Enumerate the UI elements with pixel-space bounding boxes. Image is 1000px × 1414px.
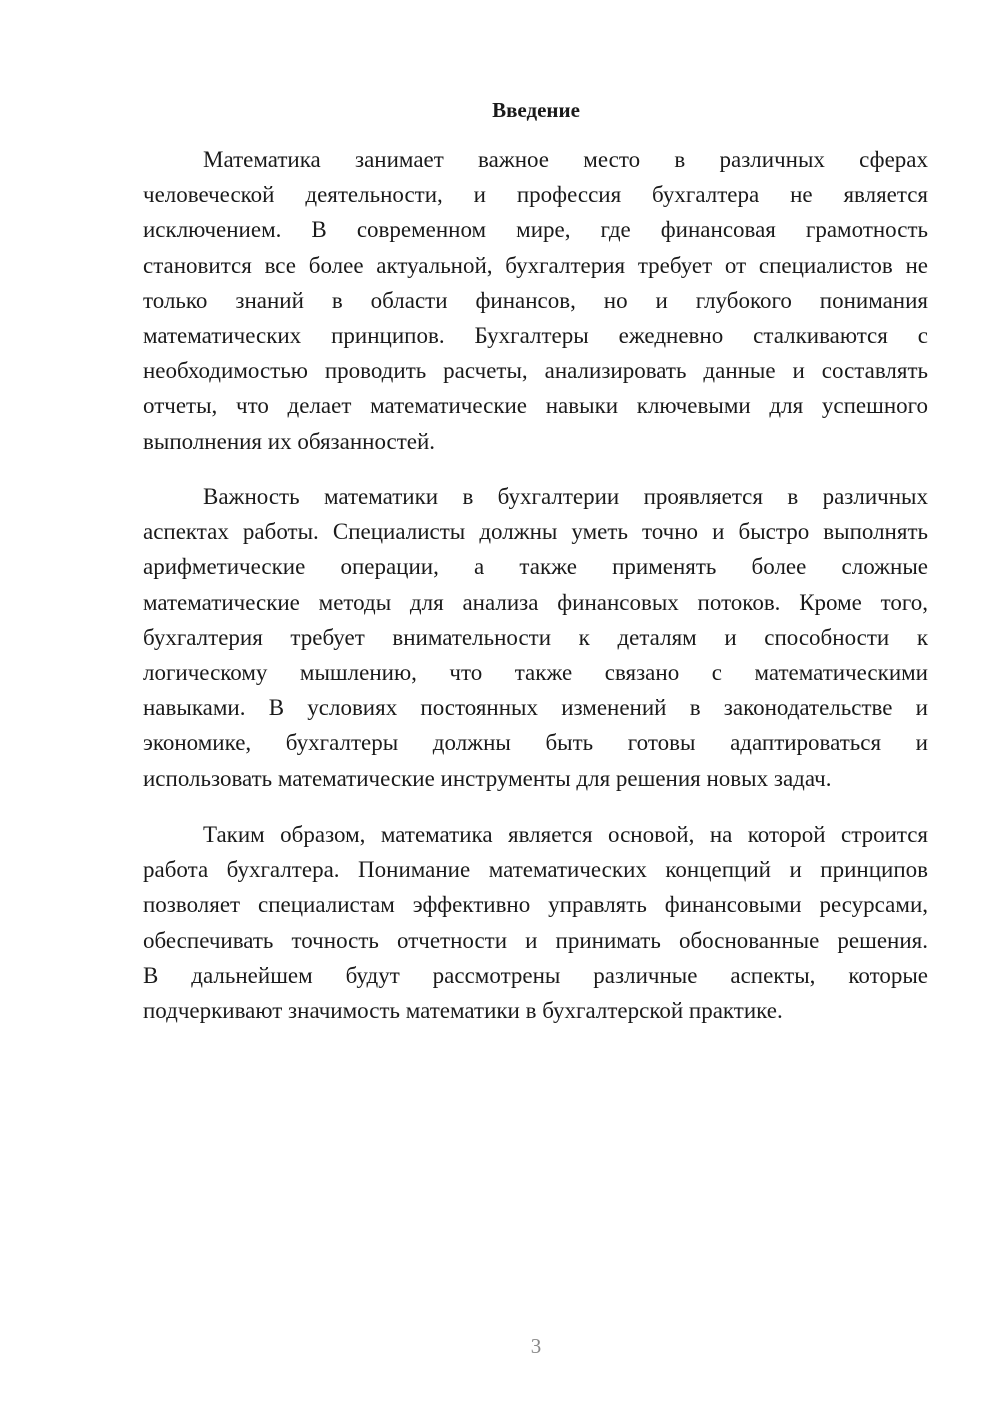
text-line: математических принципов. Бухгалтеры ежедневно сталкиваются с (143, 323, 928, 349)
text-line: аспектах работы. Специалисты должны уметь точно и быстро выполнять (143, 519, 928, 545)
text-line: Важность математики в бухгалтерии проявляется в различных (203, 484, 928, 509)
text-line: В дальнейшем будут рассмотрены различные аспекты, которые (143, 962, 928, 988)
text-line: арифметические операции, а также применять более сложные (143, 554, 928, 580)
text-line: исключением. В современном мире, где финансовая грамотность (143, 217, 928, 243)
text-line: Математика занимает важное место в различных сферах (203, 147, 928, 172)
text-line: обеспечивать точность отчетности и принимать обоснованные решения. (143, 927, 928, 953)
paragraph-1 (143, 142, 928, 459)
paragraph-3 (143, 817, 928, 1028)
text-line: математические методы для анализа финансовых потоков. Кроме того, (143, 589, 928, 615)
paragraph-2 (143, 479, 928, 796)
text-line: отчеты, что делает математические навыки ключевыми для успешного (143, 393, 928, 419)
text-line: бухгалтерия требует внимательности к деталям и способности к (143, 624, 928, 650)
text-line: позволяет специалистам эффективно управлять финансовыми ресурсами, (143, 892, 928, 918)
text-line: навыками. В условиях постоянных изменений в законодательстве и (143, 695, 928, 721)
text-line: только знаний в области финансов, но и глубокого понимания (143, 287, 928, 313)
text-line: логическому мышлению, что также связано с математическими (143, 660, 928, 686)
text-line: становится все более актуальной, бухгалтерия требует от специалистов не (143, 252, 928, 278)
text-line: подчеркивают значимость математики в бухгалтерской практике. (143, 998, 783, 1024)
text-line: экономике, бухгалтеры должны быть готовы адаптироваться и (143, 730, 928, 756)
text-line: выполнения их обязанностей. (143, 428, 436, 454)
text-line: Таким образом, математика является основой, на которой строится (203, 822, 928, 847)
page-number: 3 (530, 1334, 542, 1358)
text-line: работа бухгалтера. Понимание математических концепций и принципов (143, 857, 928, 883)
text-line: человеческой деятельности, и профессия бухгалтера не является (143, 182, 928, 208)
text-line: использовать математические инструменты для решения новых задач. (143, 765, 832, 791)
section-title: Введение (492, 98, 580, 122)
text-line: необходимостью проводить расчеты, анализировать данные и составлять (143, 358, 928, 384)
